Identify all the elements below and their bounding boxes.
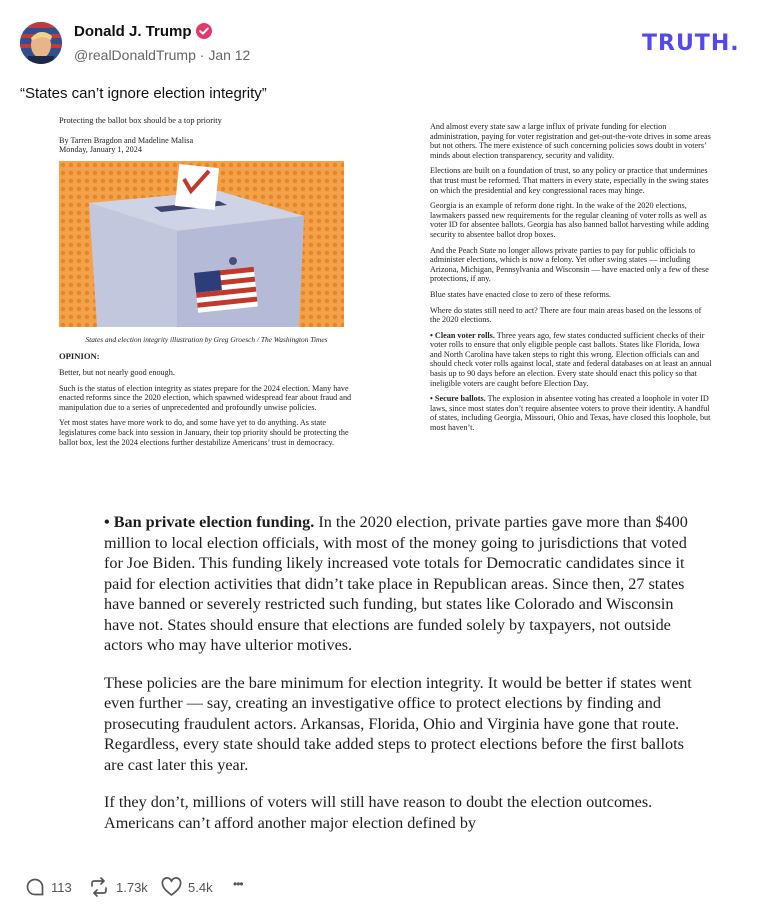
post-date[interactable]: Jan 12 xyxy=(208,47,251,63)
article-left-column xyxy=(59,116,354,453)
article-paragraph: Blue states have enacted close to zero of these reforms. xyxy=(430,289,611,299)
article-paragraph: Georgia is an example of reform done right. In the wake of the 2020 elections, lawmakers passed new requirements for the regular cleaning of voter rolls as well as voter ID for absentee ballots. Georgia has also banned ballot harvesting while adding security to absentee ballot drop boxes. xyxy=(430,201,709,239)
bullet-ban-private-funding: • Ban private election funding. In the 2020 election, private parties gave more than $400 million to local election officials, with most of the money going to jurisdictions that voted for Joe Biden. This funding likely increased vote totals for Democratic candidates since it paid for election activities that didn’t take place in Republican areas. Since then, 27 states have banned or severely restricted such funding, but states like Colorado and Wisconsin have not. States should ensure that elections are funded solely by taxpayers, not outside actors who may have ulterior motives. xyxy=(104,513,688,654)
more-button[interactable] xyxy=(233,877,243,891)
article-paragraph: Such is the status of election integrity as states prepare for the 2024 election. Many have enacted reforms since the 2020 election, which spawned widespread fear about fraud and manipulation due to a series of unprecedented and profoundly unwise policies. xyxy=(59,383,352,412)
article-paragraph: Where do states still need to act? There are four main areas based on the lessons of the 2020 elections. xyxy=(430,305,702,325)
author-name[interactable]: Donald J. Trump xyxy=(74,23,212,40)
more-icon: ••• xyxy=(233,877,243,891)
zoomed-paragraph: These policies are the bare minimum for election integrity. It would be better if states went even further — say, creating an investigative office to protect elections by finding and prosecuting fraudulent actors. Arkansas, Florida, Ohio and Virginia have gone that route. Regardless, every state should take added steps to protect elections before the first ballots are cast later this year. xyxy=(104,673,692,774)
separator: · xyxy=(199,47,205,63)
avatar[interactable] xyxy=(20,22,62,64)
article-paragraph: And almost every state saw a large influx of private funding for election administration, paying for voter registration and get-out-the-vote drives in some areas but not others. The mere existence of such concerning policies sows doubt in voters’ minds about election transparency, security and validity. xyxy=(430,122,711,160)
article-right-column xyxy=(430,122,712,439)
verified-badge-icon xyxy=(196,23,212,39)
bullet-secure-ballots: • Secure ballots. The explosion in absentee voting has created a loophole in voter ID laws, since most states don’t require absentee voters to prove their identity. A handful of states, including Georgia, Missouri, Ohio and Texas, have closed this loophole, but most haven’t. xyxy=(430,394,711,433)
retruth-button[interactable] xyxy=(88,877,148,897)
reply-button[interactable] xyxy=(25,877,72,897)
truth-logo[interactable]: TRUTH. xyxy=(642,31,740,56)
retruth-count: 1.73k xyxy=(116,879,148,895)
reply-count: 113 xyxy=(51,879,72,895)
post-caption: “States can’t ignore election integrity” xyxy=(20,85,267,102)
article-dateline: Monday, January 1, 2024 xyxy=(59,145,142,155)
article-image[interactable] xyxy=(52,108,712,496)
article-paragraph: Better, but not nearly good enough. xyxy=(59,367,175,377)
article-paragraph: And the Peach State no longer allows private parties to pay for public officials to administer elections, which is now a felony. Yet other swing states — including Arizona, Michigan, Pennsylvania and Wisconsin — have enacted only a few of these protections, if any. xyxy=(430,245,709,284)
article-headline: Protecting the ballot box should be a top priority xyxy=(59,116,222,125)
article-byline: By Tarren Bragdon and Madeline Malisa xyxy=(59,135,194,145)
like-count: 5.4k xyxy=(188,879,213,895)
like-button[interactable] xyxy=(161,877,213,897)
author-handle xyxy=(74,47,250,63)
article-paragraph: Elections are built on a foundation of trust, so any policy or practice that undermines that trust must be reformed. That matters in every state, especially in the swing states on which the presidential and key congressional races may hinge. xyxy=(430,166,709,195)
opinion-label: OPINION: xyxy=(59,351,100,362)
zoomed-paragraph: If they don’t, millions of voters will still have reason to doubt the election outcomes. Americans can’t afford another major election defined by xyxy=(104,793,653,832)
post-header xyxy=(0,0,777,80)
article-paragraph: Yet most states have more work to do, and some have yet to do anything. As state legislatures come back into session in January, their top priority should be protecting the ballot box, lest the 2024 elections further destabilize Americans’ trust in democracy. xyxy=(59,418,349,447)
like-icon xyxy=(161,877,182,897)
retruth-icon xyxy=(88,877,110,897)
illustration-caption: States and election integrity illustration by Greg Groesch / The Washington Times xyxy=(85,334,328,344)
ballot-box-illustration xyxy=(59,161,344,327)
zoomed-article-excerpt[interactable] xyxy=(104,512,704,850)
reply-icon xyxy=(25,877,45,897)
bullet-clean-voter-rolls: • Clean voter rolls. Three years ago, few states conducted sufficient checks of their voter rolls to ensure that only eligible people cast ballots. States like Florida, Iowa and North Carolina have taken steps to right this wrong. Election officials can and should check voter rolls against local, state and federal databases on at least an annual basis up to 90 days before an election. Every state should enact this policy so that ineligible voters are caught before Election Day. xyxy=(430,330,712,388)
handle-text[interactable]: @realDonaldTrump xyxy=(74,47,196,63)
